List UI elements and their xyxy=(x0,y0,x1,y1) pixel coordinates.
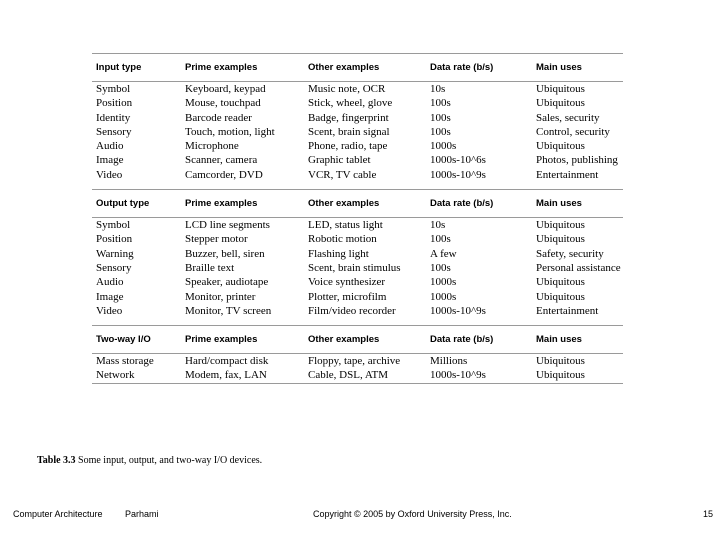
table-cell: Plotter, microfilm xyxy=(308,290,387,303)
table-cell: 1000s xyxy=(430,276,457,289)
section-header-row xyxy=(92,326,623,354)
table-cell: Control, security xyxy=(536,125,610,138)
table-cell: Video xyxy=(96,304,123,317)
table-row xyxy=(92,125,623,139)
table-cell: Ubiquitous xyxy=(532,368,623,383)
table-cell: 100s xyxy=(430,111,451,124)
table-row xyxy=(92,247,623,261)
table-cell: 1000s-10^9s xyxy=(426,368,532,383)
table-cell: Camcorder, DVD xyxy=(185,168,263,181)
table-cell: A few xyxy=(430,247,457,260)
table-cell: Phone, radio, tape xyxy=(308,140,388,153)
table-row xyxy=(92,304,623,318)
footer-copyright: Copyright © 2005 by Oxford University Press, Inc. xyxy=(313,509,512,519)
caption-text: Some input, output, and two-way I/O devices. xyxy=(78,455,263,466)
table-cell: LED, status light xyxy=(308,219,383,232)
table-row xyxy=(92,261,623,275)
table-cell: Image xyxy=(96,154,124,167)
table-cell: Scent, brain stimulus xyxy=(308,261,401,274)
table-caption xyxy=(37,455,262,466)
table-cell: Network xyxy=(92,368,181,383)
column-header: Other examples xyxy=(304,326,426,354)
table-cell: Audio xyxy=(96,276,124,289)
table-cell: Graphic tablet xyxy=(308,154,371,167)
table-cell: Hard/compact disk xyxy=(185,355,269,368)
section-header-row xyxy=(92,190,623,218)
footer-page-number: 15 xyxy=(703,509,714,519)
table-row xyxy=(92,111,623,125)
table-row xyxy=(92,368,623,383)
section-spacer xyxy=(92,182,623,190)
table-cell: Ubiquitous xyxy=(536,290,585,303)
table-cell: Badge, fingerprint xyxy=(308,111,389,124)
column-header: Main uses xyxy=(532,190,623,218)
column-header: Data rate (b/s) xyxy=(426,326,532,354)
table-cell: 10s xyxy=(430,83,446,95)
table-cell: Ubiquitous xyxy=(536,83,585,95)
table-cell: Position xyxy=(96,233,133,246)
table-cell: Music note, OCR xyxy=(308,83,386,95)
table-cell: 100s xyxy=(430,97,451,110)
table-cell: 100s xyxy=(430,261,451,274)
column-header: Data rate (b/s) xyxy=(426,54,532,82)
table-cell: Sensory xyxy=(96,125,132,138)
table-cell: Entertainment xyxy=(536,304,599,317)
table-cell: Monitor, printer xyxy=(185,290,256,303)
table-cell: Monitor, TV screen xyxy=(185,304,272,317)
table-cell: Sensory xyxy=(96,261,132,274)
column-header: Main uses xyxy=(532,54,623,82)
column-header: Other examples xyxy=(304,54,426,82)
table-row xyxy=(92,218,623,233)
column-header: Output type xyxy=(92,190,181,218)
column-header: Other examples xyxy=(304,190,426,218)
table-body xyxy=(92,54,623,384)
section-spacer xyxy=(92,318,623,326)
table-cell: Touch, motion, light xyxy=(185,125,275,138)
table-cell: Position xyxy=(96,97,133,110)
table-cell: Speaker, audiotape xyxy=(185,276,269,289)
table-cell: 1000s xyxy=(430,140,457,153)
table-cell: Modem, fax, LAN xyxy=(181,368,304,383)
table-cell: Ubiquitous xyxy=(536,276,585,289)
table-cell: Sales, security xyxy=(536,111,600,124)
table-cell: 1000s-10^9s xyxy=(430,168,486,181)
column-header: Main uses xyxy=(532,326,623,354)
table-cell: Robotic motion xyxy=(308,233,377,246)
table-cell: Mass storage xyxy=(96,355,154,368)
table-cell: Ubiquitous xyxy=(536,233,585,246)
table-cell: Barcode reader xyxy=(185,111,252,124)
column-header: Prime examples xyxy=(181,54,304,82)
io-devices-table xyxy=(92,53,623,384)
table-cell: Photos, publishing xyxy=(536,154,618,167)
column-header: Data rate (b/s) xyxy=(426,190,532,218)
section-header-row xyxy=(92,54,623,82)
table-cell: Flashing light xyxy=(308,247,369,260)
table-cell: Safety, security xyxy=(536,247,604,260)
table-row xyxy=(92,82,623,97)
column-header: Prime examples xyxy=(181,326,304,354)
table-cell: Floppy, tape, archive xyxy=(308,355,401,368)
column-header: Prime examples xyxy=(181,190,304,218)
table-row xyxy=(92,139,623,153)
footer-author: Parhami xyxy=(125,509,159,519)
table-cell: Cable, DSL, ATM xyxy=(304,368,426,383)
table-cell: VCR, TV cable xyxy=(308,168,377,181)
table-cell: Video xyxy=(96,168,123,181)
table-cell: Identity xyxy=(96,111,131,124)
table-cell: LCD line segments xyxy=(185,219,270,232)
table-cell: Buzzer, bell, siren xyxy=(185,247,265,260)
column-header: Input type xyxy=(92,54,181,82)
table-cell: Microphone xyxy=(185,140,239,153)
table-cell: Entertainment xyxy=(536,168,599,181)
table-row xyxy=(92,232,623,246)
table-cell: Voice synthesizer xyxy=(308,276,386,289)
table-cell: 1000s-10^9s xyxy=(430,304,486,317)
table-row xyxy=(92,290,623,304)
table-cell: 100s xyxy=(430,233,451,246)
table-cell: Ubiquitous xyxy=(536,355,585,368)
table-cell: Stepper motor xyxy=(185,233,248,246)
table-cell: Stick, wheel, glove xyxy=(308,97,393,110)
table-cell: Film/video recorder xyxy=(308,304,396,317)
table-cell: 1000s-10^6s xyxy=(430,154,486,167)
table-row xyxy=(92,354,623,369)
table-cell: Millions xyxy=(430,355,468,368)
table-cell: Scanner, camera xyxy=(185,154,258,167)
table-row xyxy=(92,168,623,182)
table-cell: Symbol xyxy=(96,219,131,232)
table-cell: Image xyxy=(96,290,124,303)
table-cell: Warning xyxy=(96,247,134,260)
table-cell: Personal assistance xyxy=(536,261,621,274)
table-cell: 100s xyxy=(430,125,451,138)
footer-course: Computer Architecture xyxy=(13,509,103,519)
table-cell: Ubiquitous xyxy=(536,219,585,232)
table-cell: Ubiquitous xyxy=(536,97,585,110)
table-cell: Mouse, touchpad xyxy=(185,97,261,110)
table-row xyxy=(92,153,623,167)
table-cell: Scent, brain signal xyxy=(308,125,390,138)
table-cell: Keyboard, keypad xyxy=(185,83,266,95)
caption-label: Table 3.3 xyxy=(37,455,76,466)
table-cell: Braille text xyxy=(185,261,235,274)
table-cell: Symbol xyxy=(96,83,131,95)
table-cell: 1000s xyxy=(430,290,457,303)
table-cell: Audio xyxy=(96,140,124,153)
table-cell: Ubiquitous xyxy=(536,140,585,153)
table-cell: 10s xyxy=(430,219,446,232)
table-row xyxy=(92,275,623,289)
column-header: Two-way I/O xyxy=(92,326,181,354)
table-row xyxy=(92,96,623,110)
